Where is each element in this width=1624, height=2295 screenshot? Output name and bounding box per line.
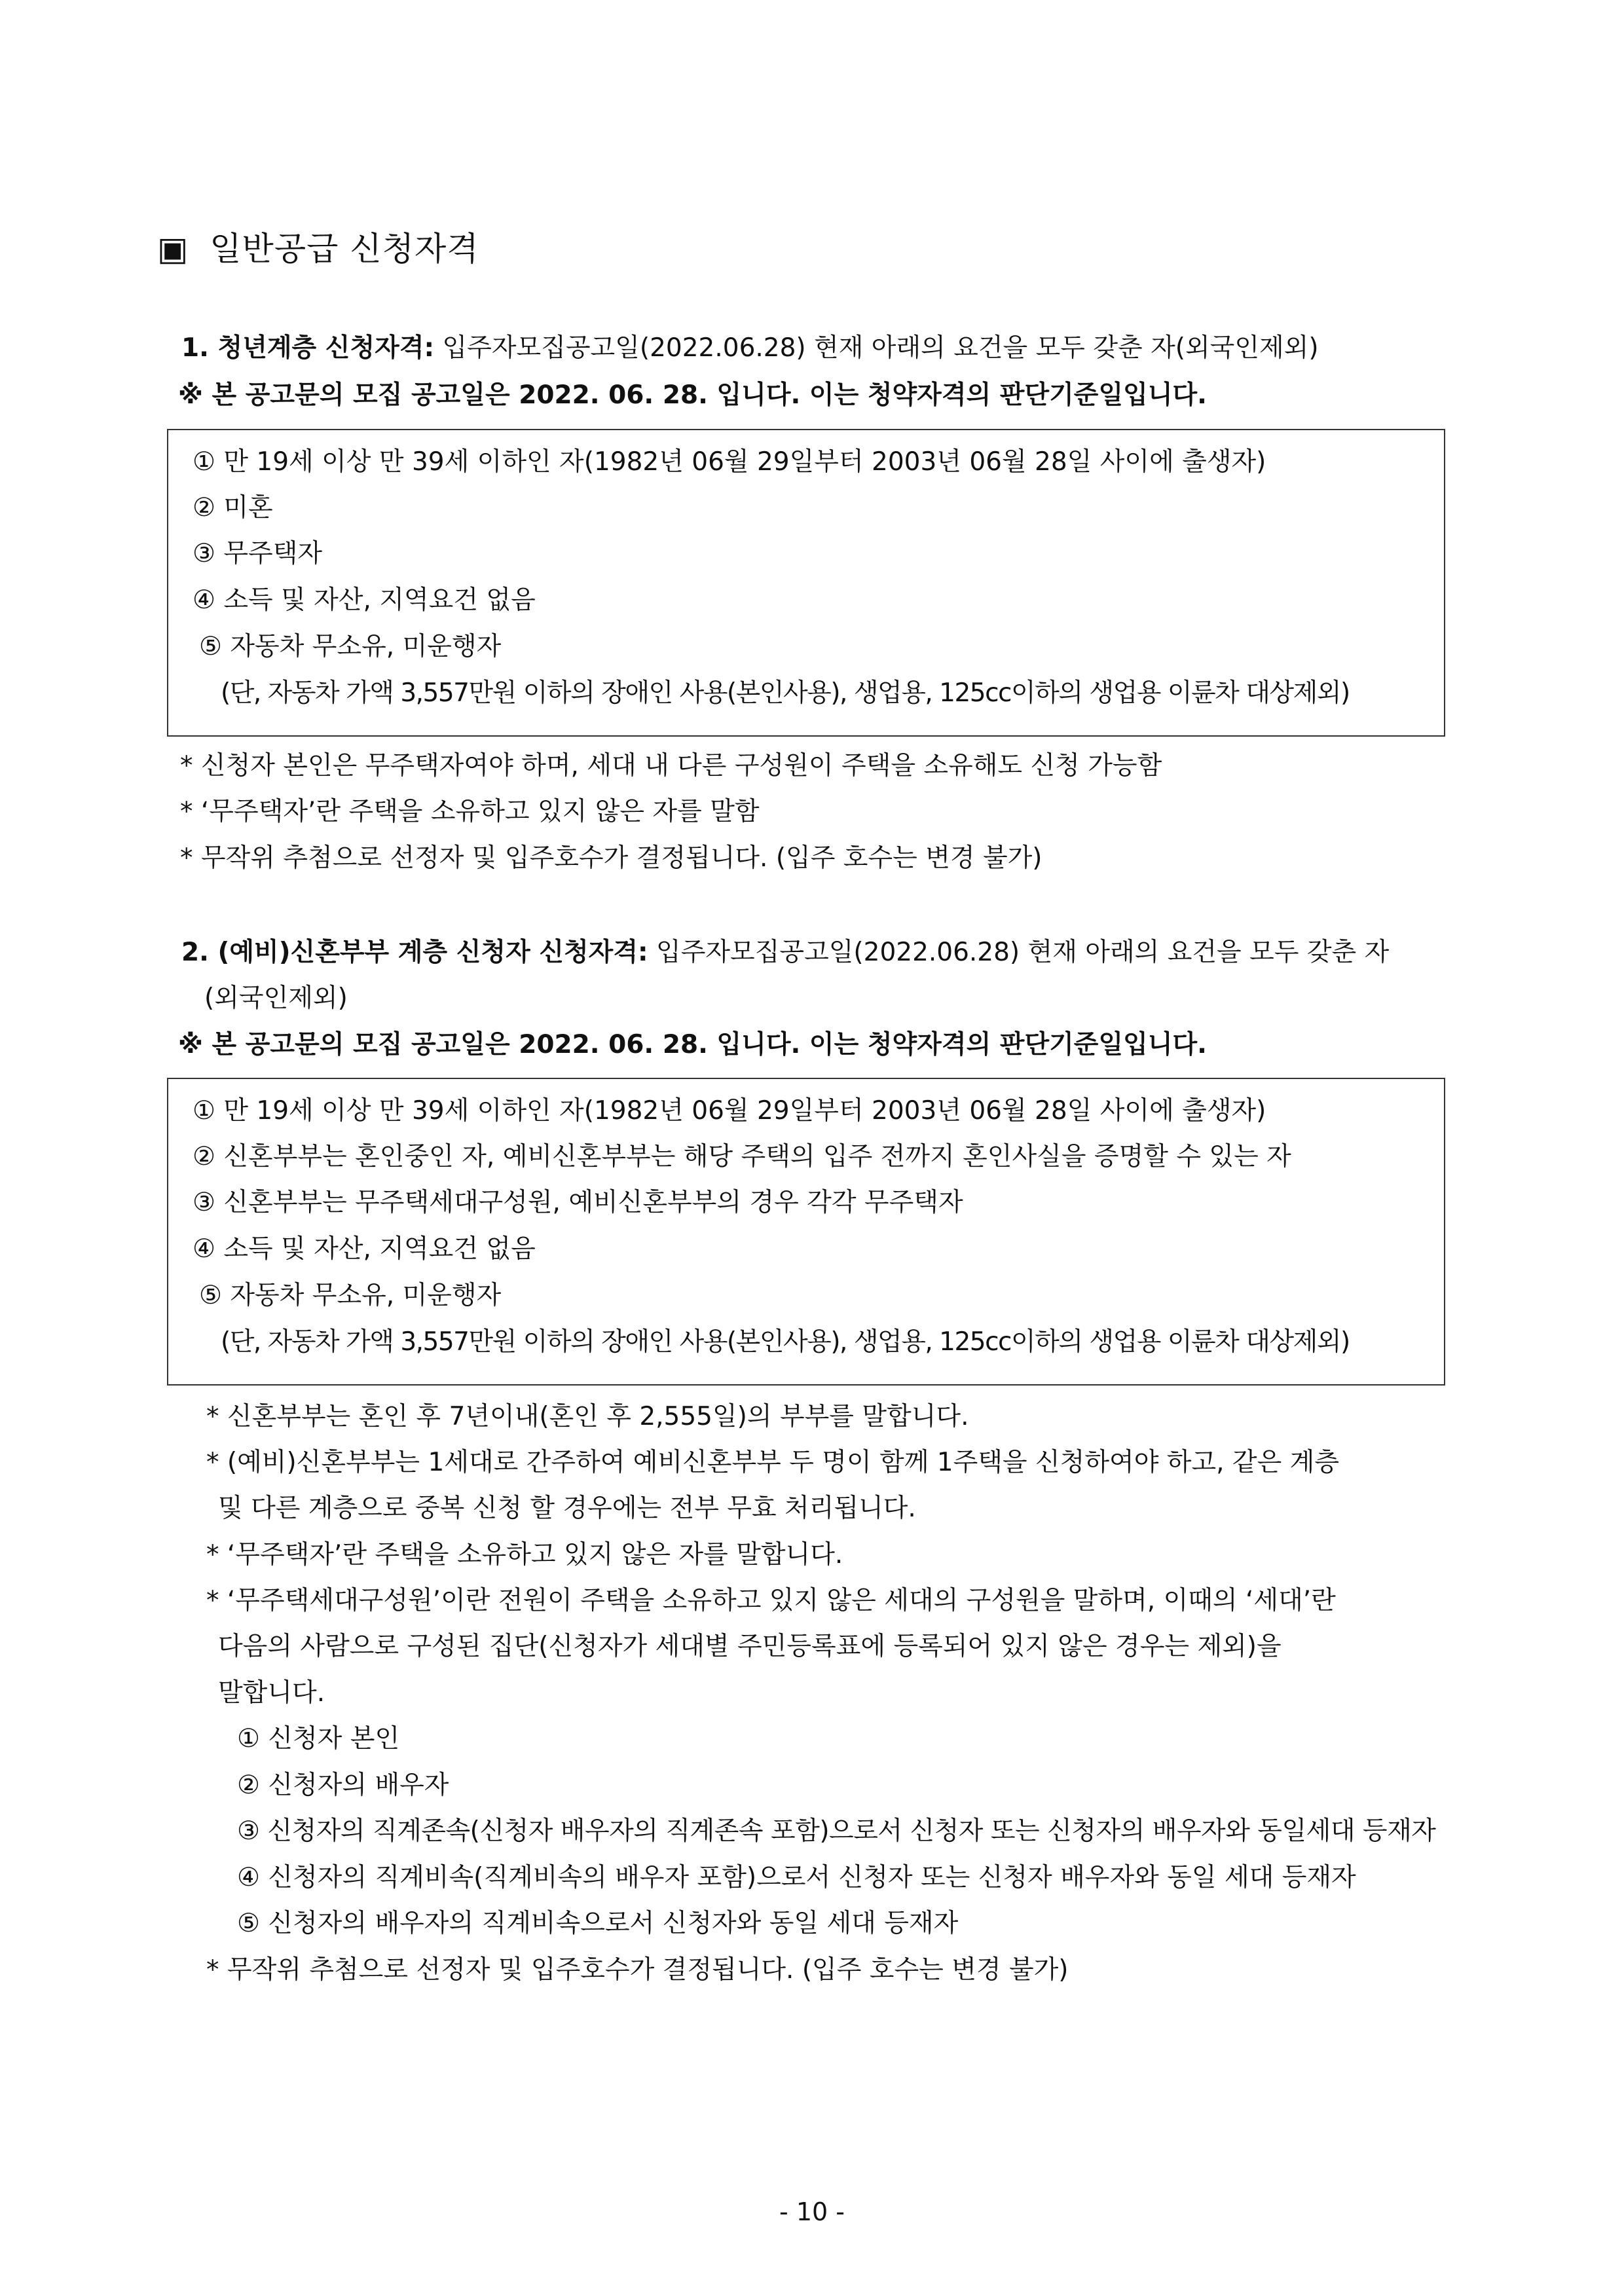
household-member-1: ① 신청자 본인 — [237, 1724, 400, 1753]
section1-req-4: ④ 소득 및 자산, 지역요건 없음 — [193, 585, 536, 615]
household-member-5: ⑤ 신청자의 배우자의 직계비속으로서 신청자와 동일 세대 등재자 — [237, 1909, 959, 1938]
section1-heading — [181, 331, 1319, 365]
section2-notice: ※ 본 공고문의 모집 공고일은 2022. 06. 28. 입니다. 이는 청약자격의 판단기준일입니다. — [178, 1030, 1207, 1059]
page-number: - 10 - — [779, 2197, 845, 2226]
household-member-3: ③ 신청자의 직계존속(신청자 배우자의 직계존속 포함)으로서 신청자 또는 신청자의 배우자와 동일세대 등재자 — [237, 1816, 1436, 1846]
section2-req-4: ④ 소득 및 자산, 지역요건 없음 — [193, 1234, 536, 1264]
section1-req-1: ① 만 19세 이상 만 39세 이하인 자(1982년 06월 29일부터 2003년 06월 28일 사이에 출생자) — [193, 447, 1266, 477]
section1-note-2: * ‘무주택자’란 주택을 소유하고 있지 않은 자를 말함 — [180, 797, 760, 826]
section2-req-5-note: (단, 자동차 가액 3,557만원 이하의 장애인 사용(본인사용), 생업용, 125cc이하의 생업용 이륜차 대상제외) — [221, 1327, 1350, 1357]
section2-req-1: ① 만 19세 이상 만 39세 이하인 자(1982년 06월 29일부터 2003년 06월 28일 사이에 출생자) — [193, 1096, 1266, 1126]
section1-req-5-note: (단, 자동차 가액 3,557만원 이하의 장애인 사용(본인사용), 생업용, 125cc이하의 생업용 이륜차 대상제외) — [221, 678, 1350, 708]
section1-req-3: ③ 무주택자 — [193, 539, 323, 568]
section2-req-5: ⑤ 자동차 무소유, 미운행자 — [199, 1281, 502, 1310]
section2-note-4-cont: 다음의 사람으로 구성된 집단(신청자가 세대별 주민등록표에 등록되어 있지 않은 경우는 제외)을 — [218, 1632, 1282, 1661]
section2-note-2: * (예비)신혼부부는 1세대로 간주하여 예비신혼부부 두 명이 함께 1주택을 신청하여야 하고, 같은 계층 — [206, 1448, 1340, 1477]
section2-heading-rest: 입주자모집공고일(2022.06.28) 현재 아래의 요건을 모두 갖춘 자 — [648, 938, 1390, 967]
section2-note-5: * 무작위 추첨으로 선정자 및 입주호수가 결정됩니다. (입주 호수는 변경 불가) — [206, 1955, 1069, 1985]
section1-heading-bold: 1. 청년계층 신청자격: — [181, 333, 435, 363]
section2-note-3: * ‘무주택자’란 주택을 소유하고 있지 않은 자를 말합니다. — [206, 1540, 843, 1570]
section2-heading-cont: (외국인제외) — [204, 983, 348, 1013]
section1-requirements-box — [167, 429, 1445, 737]
section1-req-5: ⑤ 자동차 무소유, 미운행자 — [199, 632, 502, 661]
section2-requirements-box — [167, 1078, 1445, 1386]
section2-req-3: ③ 신혼부부는 무주택세대구성원, 예비신혼부부의 경우 각각 무주택자 — [193, 1188, 963, 1217]
section2-req-2: ② 신혼부부는 혼인중인 자, 예비신혼부부는 해당 주택의 입주 전까지 혼인사실을 증명할 수 있는 자 — [193, 1142, 1291, 1171]
section1-note-3: * 무작위 추첨으로 선정자 및 입주호수가 결정됩니다. (입주 호수는 변경 불가) — [180, 843, 1043, 873]
section2-note-4: * ‘무주택세대구성원’이란 전원이 주택을 소유하고 있지 않은 세대의 구성원을 말하며, 이때의 ‘세대’란 — [206, 1586, 1336, 1615]
section2-heading-bold: 2. (예비)신혼부부 계층 신청자 신청자격: — [181, 938, 648, 967]
section1-heading-rest: 입주자모집공고일(2022.06.28) 현재 아래의 요건을 모두 갖춘 자(외국인제외) — [434, 333, 1319, 363]
page-title-text: 일반공급 신청자격 — [210, 230, 479, 268]
section1-note-1: * 신청자 본인은 무주택자여야 하며, 세대 내 다른 구성원이 주택을 소유해도 신청 가능함 — [180, 751, 1162, 780]
section2-note-4-end: 말합니다. — [218, 1678, 325, 1708]
section1-req-2: ② 미혼 — [193, 493, 273, 523]
page-title — [157, 223, 479, 270]
household-member-2: ② 신청자의 배우자 — [237, 1771, 449, 1800]
section2-note-1: * 신혼부부는 혼인 후 7년이내(혼인 후 2,555일)의 부부를 말합니다. — [206, 1402, 969, 1431]
section2-note-2-cont: 및 다른 계층으로 중복 신청 할 경우에는 전부 무효 처리됩니다. — [218, 1494, 916, 1523]
section1-notice: ※ 본 공고문의 모집 공고일은 2022. 06. 28. 입니다. 이는 청약자격의 판단기준일입니다. — [178, 380, 1207, 410]
household-member-4: ④ 신청자의 직계비속(직계비속의 배우자 포함)으로서 신청자 또는 신청자 배우자와 동일 세대 등재자 — [237, 1863, 1356, 1892]
square-bullet-icon: ▣ — [157, 230, 189, 268]
section2-heading — [181, 936, 1389, 970]
